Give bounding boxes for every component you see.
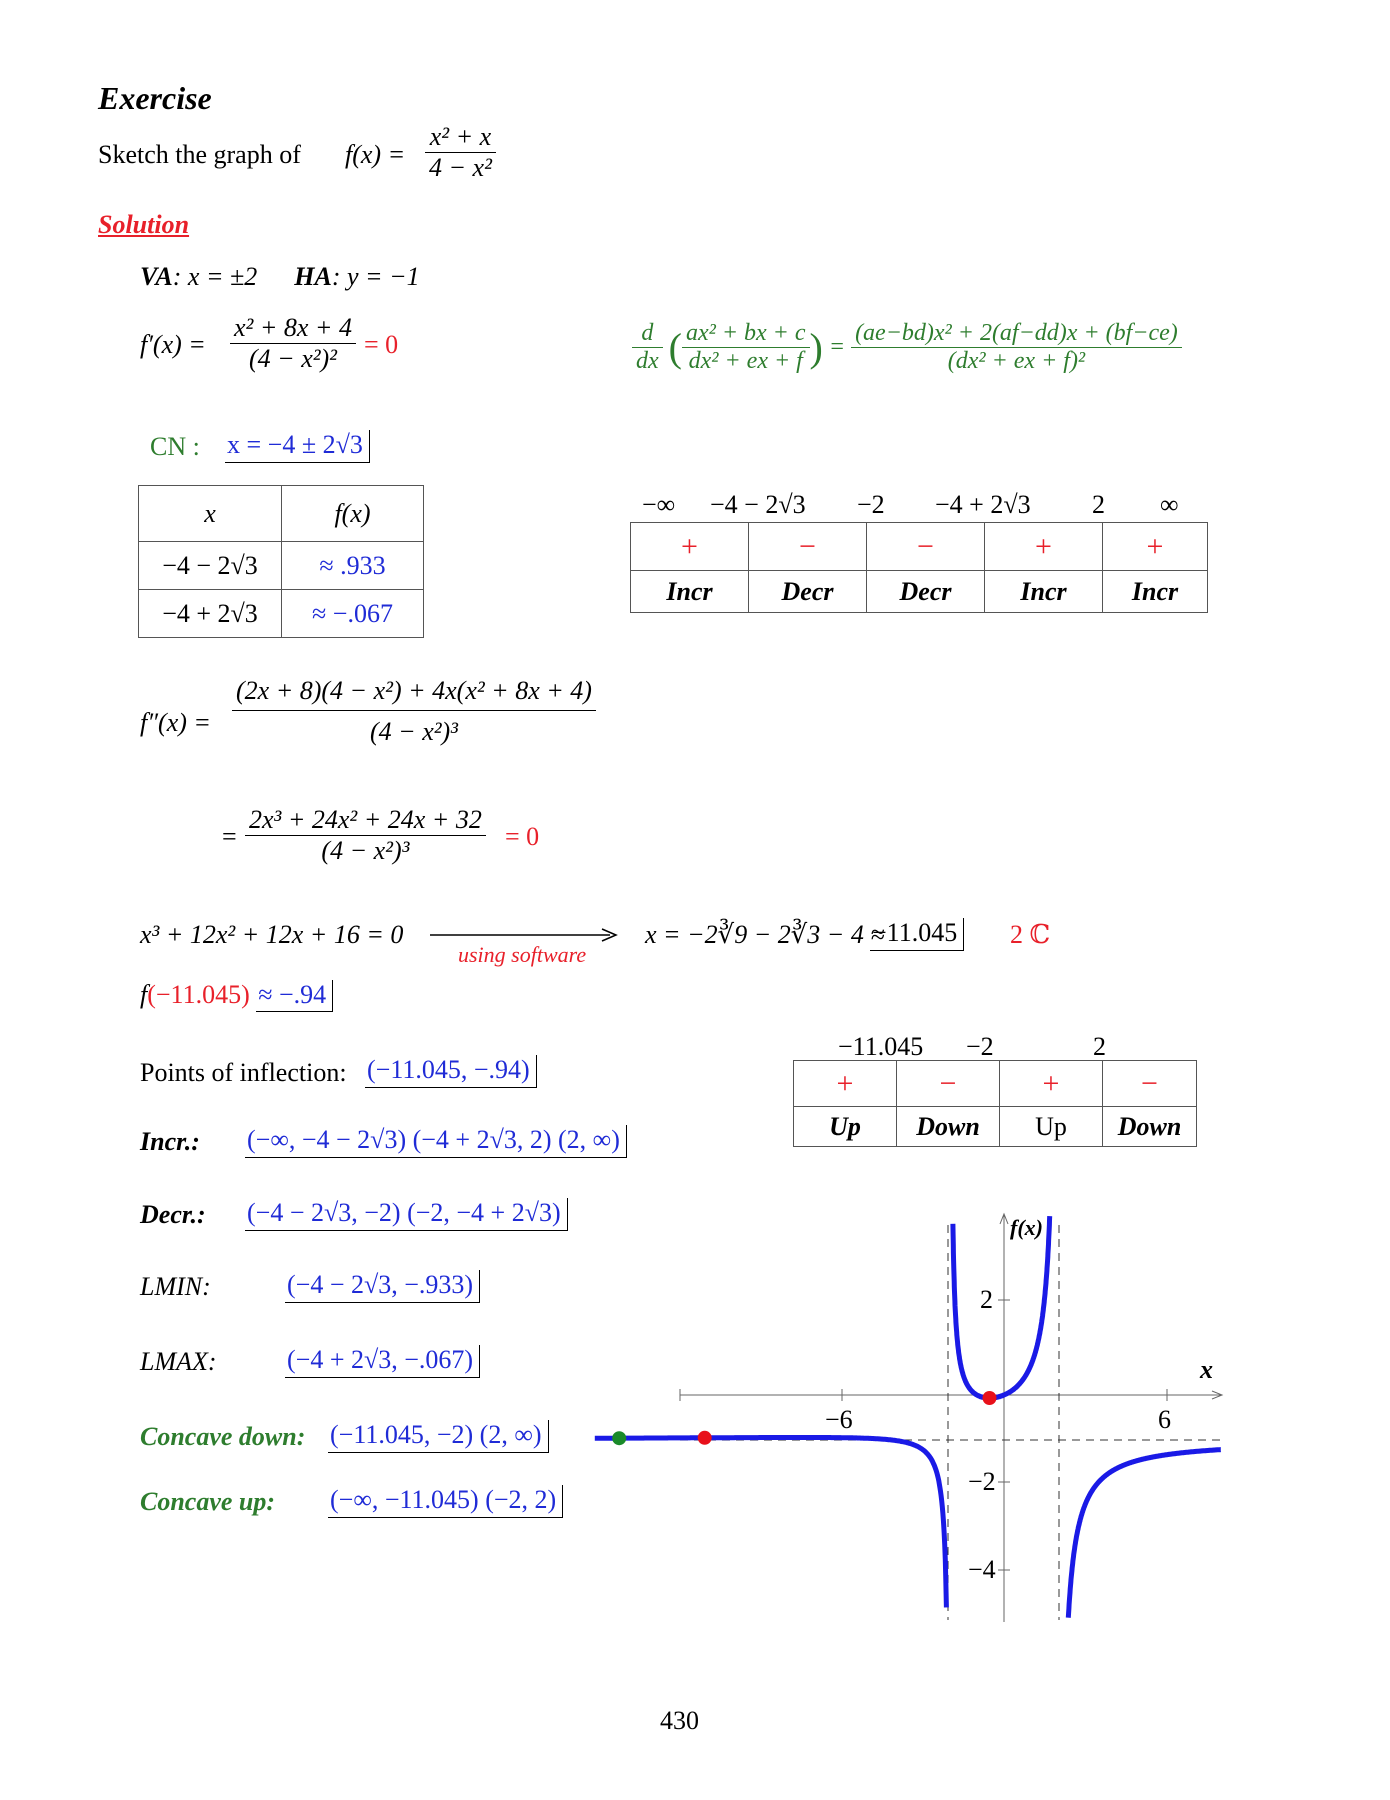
curve-branch-1 xyxy=(595,1438,947,1608)
heading: Exercise xyxy=(98,80,212,116)
y-tick-label: 2 xyxy=(980,1285,993,1314)
qr-dx: dx xyxy=(636,348,659,374)
qr-rhs-den: (dx² + ex + f)² xyxy=(947,348,1086,374)
sign1-mark: −2 xyxy=(857,490,885,519)
summary-value-concave-up: (−∞, −11.045) (−2, 2) xyxy=(328,1485,563,1518)
inflection-label: Points of inflection: xyxy=(140,1058,347,1087)
sign2-sign: + xyxy=(1000,1061,1103,1107)
ha-eq: : y = −1 xyxy=(331,262,420,291)
arrow-label: using software xyxy=(458,942,587,967)
summary-value-incr: (−∞, −4 − 2√3) (−4 + 2√3, 2) (2, ∞) xyxy=(245,1125,627,1158)
sign2-label: Down xyxy=(1103,1107,1197,1147)
summary-label-lmax: LMAX: xyxy=(140,1347,217,1376)
x-axis-label: x xyxy=(1200,1355,1213,1384)
fprime-num: x² + 8x + 4 xyxy=(230,313,356,344)
cn-value: x = −4 ± 2√3 xyxy=(225,430,370,463)
fprime-den: (4 − x²)² xyxy=(248,344,337,373)
fsecond-lhs: f″(x) = xyxy=(140,708,211,737)
fprime-eq: = 0 xyxy=(364,330,399,359)
cn-table-cell: ≈ .933 xyxy=(282,542,424,590)
sign1-mark: −4 − 2√3 xyxy=(710,490,806,519)
qr-d: d xyxy=(632,320,663,348)
y-axis-label: f(x) xyxy=(1010,1215,1043,1240)
summary-label-decr: Decr.: xyxy=(140,1200,206,1229)
f-at-approx: ≈ −.94 xyxy=(256,980,333,1012)
f-at-arg: (−11.045) xyxy=(147,980,250,1009)
fsecond-zero: = 0 xyxy=(505,822,540,851)
cubic-lhs: x³ + 12x² + 12x + 16 = 0 xyxy=(140,920,404,949)
qr-inner-den: dx² + ex + f xyxy=(688,348,803,374)
inflection-point-marker xyxy=(698,1431,712,1445)
complex-roots: 2 ℂ xyxy=(1010,920,1051,949)
cubic-result: x = −2∛9 − 2∛3 − 4 ≈ xyxy=(645,920,885,949)
sign1-mark: 2 xyxy=(1092,490,1105,519)
x-tick-label: −6 xyxy=(825,1405,853,1434)
summary-value-concave-down: (−11.045, −2) (2, ∞) xyxy=(328,1420,549,1453)
sign2-sign: + xyxy=(794,1061,897,1107)
va-label: VA xyxy=(140,262,173,291)
sign2-sign: − xyxy=(897,1061,1000,1107)
ha-label: HA xyxy=(294,262,332,291)
cn-table-header-fx: f(x) xyxy=(282,486,424,542)
summary-label-incr: Incr.: xyxy=(140,1127,200,1156)
local-min-marker xyxy=(983,1391,997,1405)
qr-rhs-num: (ae−bd)x² + 2(af−dd)x + (bf−ce) xyxy=(851,320,1182,348)
sign1-label: Incr xyxy=(631,571,749,613)
fsecond-den2: (4 − x²)³ xyxy=(321,836,410,865)
sign2-sign: − xyxy=(1103,1061,1197,1107)
sign1-mark: −4 + 2√3 xyxy=(935,490,1031,519)
va-eq: : x = ±2 xyxy=(172,262,258,291)
sign2-label: Up xyxy=(1000,1107,1103,1147)
page-number: 430 xyxy=(660,1706,699,1735)
sign2-mark: 2 xyxy=(1093,1032,1106,1061)
sign1-sign: − xyxy=(749,523,867,571)
solution-label: Solution xyxy=(98,210,190,239)
sign2-label: Down xyxy=(897,1107,1000,1147)
inflection-value: (−11.045, −.94) xyxy=(365,1055,537,1088)
sign1-label: Decr xyxy=(749,571,867,613)
cn-label: CN : xyxy=(150,432,200,461)
prompt: Sketch the graph of xyxy=(98,140,301,169)
cn-table-header-x: x xyxy=(139,486,282,542)
f-at-f: f xyxy=(140,980,148,1009)
sign2-mark: −11.045 xyxy=(838,1032,924,1061)
cn-table-cell: −4 − 2√3 xyxy=(139,542,282,590)
summary-label-concave-up: Concave up: xyxy=(140,1487,276,1516)
summary-label-lmin: LMIN: xyxy=(140,1272,211,1301)
sign2-mark: −2 xyxy=(966,1032,994,1061)
sign1-label: Incr xyxy=(1103,571,1208,613)
sign1-sign: + xyxy=(985,523,1103,571)
function-lhs: f(x) = xyxy=(345,140,406,169)
sign1-label: Incr xyxy=(985,571,1103,613)
curve-branch-3 xyxy=(1068,1450,1221,1618)
y-tick-label: −2 xyxy=(968,1467,996,1496)
summary-value-lmax: (−4 + 2√3, −.067) xyxy=(285,1345,480,1378)
curve-branch-2 xyxy=(953,1216,1050,1398)
fsecond-num1: (2x + 8)(4 − x²) + 4x(x² + 8x + 4) xyxy=(232,676,596,711)
summary-value-lmin: (−4 − 2√3, −.933) xyxy=(285,1270,480,1303)
fsecond-den1: (4 − x²)³ xyxy=(369,717,458,746)
fprime-lhs: f′(x) = xyxy=(140,330,206,359)
qr-inner-num: ax² + bx + c xyxy=(682,320,810,348)
function-den: 4 − x² xyxy=(429,153,492,182)
graph-start-marker xyxy=(612,1431,626,1445)
function-num: x² + x xyxy=(425,122,496,153)
sign1-label: Decr xyxy=(867,571,985,613)
fsecond-eq: = xyxy=(222,822,237,851)
qr-eq: = xyxy=(828,334,846,360)
cubic-result-value: −11.045 xyxy=(870,918,964,951)
y-tick-label: −4 xyxy=(968,1555,996,1584)
sign2-label: Up xyxy=(794,1107,897,1147)
cn-table-cell: ≈ −.067 xyxy=(282,590,424,638)
x-tick-label: 6 xyxy=(1158,1405,1171,1434)
sign1-mark: −∞ xyxy=(642,490,676,519)
quotient-rule: $\frac{d}{dx}$ ( $\frac{\text{ax² + bx + c}}{\text{dx² + ex + f}}$ ) = $\frac{\text{(ae−bd)x² + 2(af−dd)x + (bf−ce)}}{\text{(dx² + ex + f)²}}$ xyxy=(632,320,1182,375)
summary-label-concave-down: Concave down: xyxy=(140,1422,306,1451)
fsecond-num2: 2x³ + 24x² + 24x + 32 xyxy=(245,805,486,836)
cn-table-cell: −4 + 2√3 xyxy=(139,590,282,638)
sign1-mark: ∞ xyxy=(1160,490,1179,519)
summary-value-decr: (−4 − 2√3, −2) (−2, −4 + 2√3) xyxy=(245,1198,568,1231)
sign1-sign: + xyxy=(1103,523,1208,571)
sign1-sign: − xyxy=(867,523,985,571)
sign1-sign: + xyxy=(631,523,749,571)
